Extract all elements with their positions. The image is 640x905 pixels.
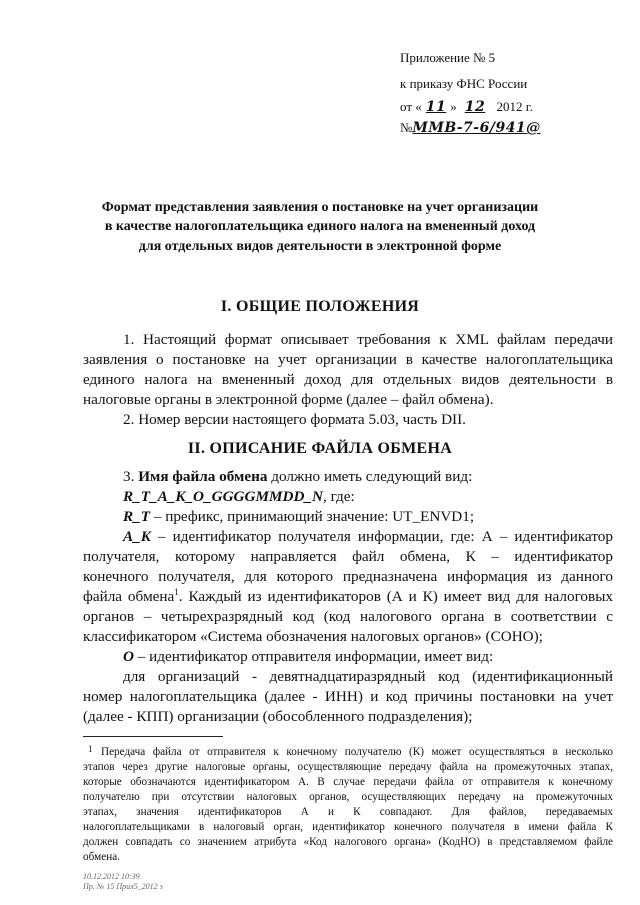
footnote-line-2: этапов через другие налоговые органы, осуществляющие передачу файла на промежуточных этапах, [83,761,613,773]
footnote-line-1: Передача файла от отправителя к конечному получателю (К) может осуществляться в несколько [101,746,613,758]
ak-definition-line-2: получателя, которому направляется файл обмена, К – идентификатор [83,548,613,565]
rt-text: – префикс, принимающий значение: UT_ENVD1; [150,508,475,525]
ak-text: – идентификатор получателя информации, где: А – идентификатор [150,528,613,545]
org-line-1: для организаций - девятнадцатиразрядный код (идентификационный [123,668,613,685]
ak-definition-line-3: конечного получателя, для которого предназначена информация из данного [83,568,613,585]
footnote-line-6: налогоплательщиками в налоговый орган, идентификатор конечного получателя в имени файла К [83,821,613,833]
org-line-3: (далее - КПП) организации (обособленного подразделения); [83,708,473,725]
date-mid: » [450,99,457,114]
number-prefix: № [400,120,413,135]
pattern-suffix: , где: [322,488,355,505]
footnote-divider [83,736,223,737]
footnote-reference: 1 [174,586,179,597]
ak-code: A_K [123,528,151,545]
document-title-line-3: для отдельных видов деятельности в электронной форме [138,239,502,254]
para-1-line-1: 1. Настоящий формат описывает требования к XML файлам передачи [123,331,613,348]
ak-definition-line-1 [123,528,613,546]
o-definition [123,648,493,666]
date-prefix: от « [400,99,422,114]
print-stamp-line-1: 10.12.2012 10:39 [83,872,140,881]
footnote-line-3: которые обозначаются идентификатором А. В случае передачи файла от отправителя к конечному [83,776,613,788]
footnote-line-5: этапах, значения идентификаторов А и К совпадают. Для файлов, передаваемых [83,806,613,818]
appendix-label: Приложение № 5 [400,50,496,65]
ak-definition-line-4 [83,588,613,606]
order-number [400,120,541,136]
document-title-line-1: Формат представления заявления о постановке на учет организации [101,200,539,215]
ak-line-4-start: файла обмена [83,588,175,605]
date-month: 12 [464,99,486,115]
rt-code: R_T [123,508,151,525]
rt-definition [123,508,474,526]
para-1-line-3: единого налога на вмененный доход для отдельных видов деятельности в [83,371,613,388]
order-reference: к приказу ФНС России [400,76,528,91]
pattern-code: R_T_A_K_O_GGGGMMDD_N [123,488,323,505]
print-stamp-line-2: Пр. № 15 Прил5_2012 з [83,882,163,891]
section-2-heading: II. ОПИСАНИЕ ФАЙЛА ОБМЕНА [187,440,453,457]
para-1-line-4: налоговые органы в электронной форме (далее – файл обмена). [83,391,494,408]
date-year: 2012 г. [496,99,533,114]
ak-line-4-end: . Каждый из идентификаторов (А и К) имеет вид для налоговых [178,588,613,605]
footnote-line-8: обмена. [83,851,120,863]
file-name-pattern [123,488,355,506]
footnote-marker: 1 [88,744,93,754]
footnote-line-4: получателю при отсутствии налоговых органов, осуществляющих передачу на промежуточных [83,791,613,803]
org-line-2: номер налогоплательщика (далее - ИНН) и код причины постановки на учет [83,688,613,705]
para-2: 2. Номер версии настоящего формата 5.03, часть DII. [123,411,466,428]
ak-definition-line-6: классификатором «Система обозначения налоговых органов» (СОНО); [83,628,543,645]
section-1-heading: I. ОБЩИЕ ПОЛОЖЕНИЯ [220,298,420,315]
para-3 [123,468,472,486]
ak-definition-line-5: органов – четырехразрядный код (код налогового органа в соответствии с [83,608,613,625]
date-day: 11 [425,99,447,115]
order-date [400,99,533,115]
document-title-line-2: в качестве налогоплательщика единого налога на вмененный доход [104,219,536,234]
para-1-line-2: заявления о постановке на учет организации в качестве налогоплательщика [83,351,613,368]
number-value: ММВ-7-6/941@ [412,120,541,136]
para-3-number: 3. [123,468,139,485]
o-text: – идентификатор отправителя информации, имеет вид: [133,648,494,665]
para-3-rest: должно иметь следующий вид: [267,468,473,485]
file-name-term: Имя файла обмена [138,468,268,485]
footnote-line-7: должен совпадать со значением атрибута «Код налогового органа» (КодНО) в представляемом файле [83,836,613,848]
o-code: O [123,648,134,665]
